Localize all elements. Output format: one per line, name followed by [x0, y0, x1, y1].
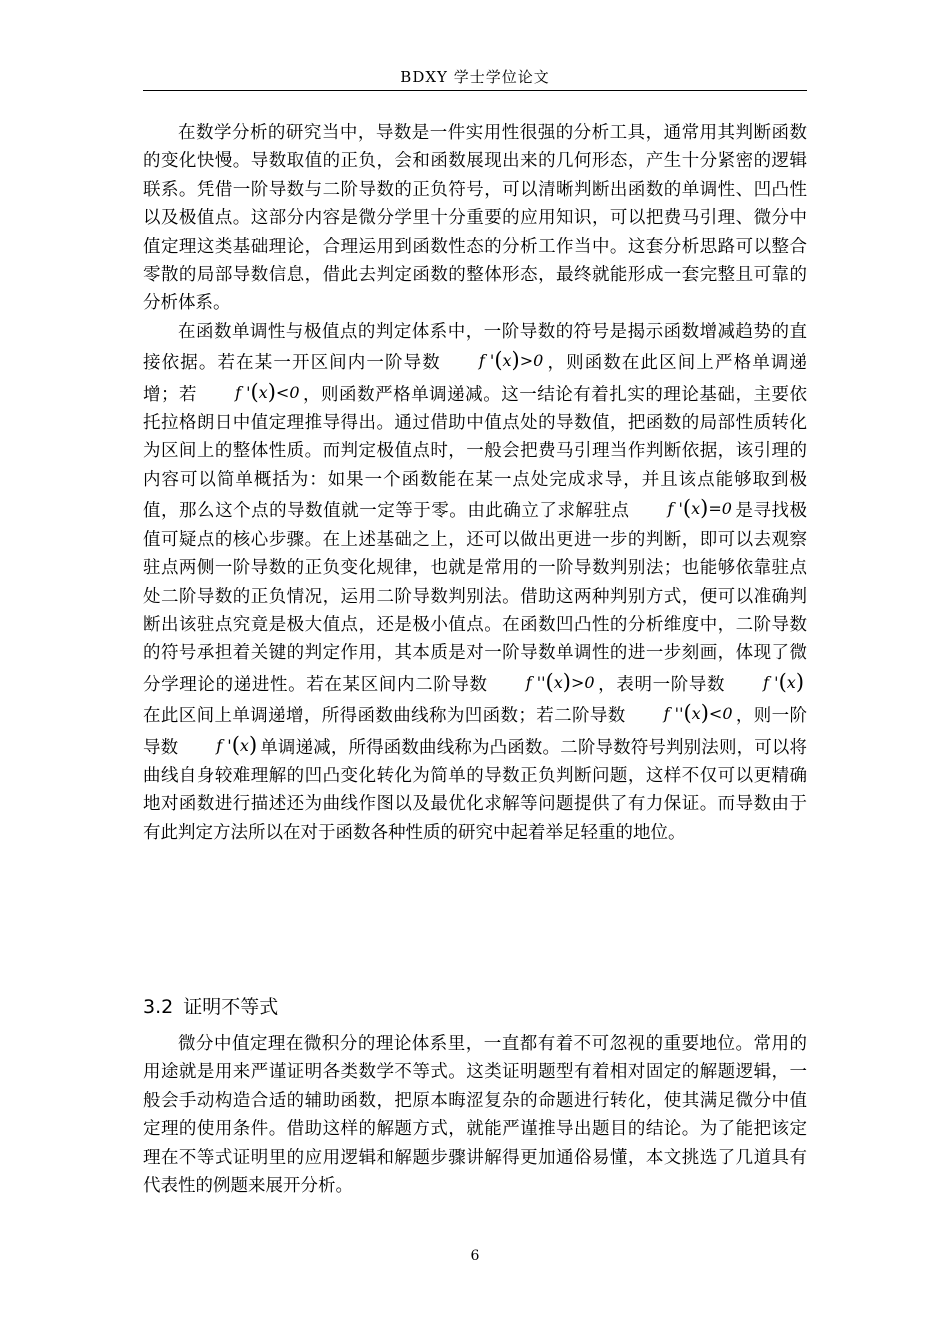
- math-first-derivative: [725, 668, 807, 697]
- math-symbol: x: [553, 672, 563, 692]
- math-symbol: x: [239, 735, 249, 755]
- math-symbol: ): [248, 732, 258, 757]
- paragraph-monotonicity-convexity: [143, 318, 807, 847]
- math-symbol: ): [795, 669, 805, 694]
- text-segment: 在此区间上单调递增，所得函数曲线称为凹函数；若二阶导数: [143, 706, 626, 727]
- math-symbol: f ': [763, 672, 779, 692]
- math-symbol: f ': [478, 351, 495, 371]
- math-symbol: ): [511, 348, 520, 373]
- math-symbol: f '': [525, 672, 546, 692]
- section-number: 3.2: [143, 996, 174, 1018]
- math-symbol: x: [691, 704, 701, 724]
- math-symbol: x: [502, 351, 512, 371]
- body-text-block-2: [143, 1030, 807, 1200]
- section-heading: [143, 992, 278, 1019]
- math-first-derivative-positive: [441, 346, 546, 375]
- math-symbol: (: [778, 669, 787, 694]
- math-symbol: f ': [216, 735, 232, 755]
- math-symbol: <0: [275, 382, 300, 402]
- math-symbol: (: [545, 669, 554, 694]
- math-symbol: (: [250, 379, 259, 404]
- page-header: BDXY 学士学位论文: [400, 68, 550, 86]
- math-symbol: ): [267, 379, 276, 404]
- paragraph-inequality-proof: 微分中值定理在微积分的理论体系里，一直都有着不可忽视的重要地位。常用的用途就是用来严谨证明各类数学不等式。这类证明题型有着相对固定的解题逻辑，一般会手动构造合适的辅助函数，把原本晦涩复杂的命题进行转化，使其满足微分中值定理的使用条件。借助这样的解题方式，就能严谨推导出题目的结论。为了能把该定理在不等式证明里的应用逻辑和解题步骤讲解得更加通俗易懂，本文挑选了几道具有代表性的例题来展开分析。: [143, 1034, 807, 1197]
- math-symbol: <0: [708, 704, 733, 724]
- math-symbol: ): [700, 496, 709, 521]
- math-second-derivative-negative: [626, 699, 736, 728]
- math-symbol: >0: [570, 672, 595, 692]
- text-segment: ，则一阶导数: [143, 706, 808, 758]
- math-stationary-point: [630, 494, 735, 523]
- math-symbol: x: [691, 499, 701, 519]
- math-symbol: (: [231, 732, 240, 757]
- math-second-derivative-positive: [488, 668, 598, 697]
- math-first-derivative: [178, 731, 260, 760]
- text-segment: 是寻找极值可疑点的核心步骤。在上述基础之上，还可以做出更进一步的判断，即可以去观察驻点两侧一阶导数的正负变化规律，也就是常用的一阶导数判别法；也能够依靠驻点处二阶导数的正负情况，运用二阶导数判别法。借助这两种判别方式，便可以准确判断出该驻点究竟是极大值点，还是极小值点。在函数凹凸性的分析维度中，二阶导数的符号承担着关键的判定作用，其本质是对一阶导数单调性的进一步刻画，体现了微分学理论的递进性。若在某区间内二阶导数: [143, 501, 808, 695]
- header-rule: [143, 90, 807, 91]
- math-symbol: ): [562, 669, 571, 694]
- paragraph-derivative-intro: 在数学分析的研究当中，导数是一件实用性很强的分析工具，通常用其判断函数的变化快慢。导数取值的正负，会和函数展现出来的几何形态，产生十分紧密的逻辑联系。凭借一阶导数与二阶导数的正负符号，可以清晰判断出函数的单调性、凹凸性以及极值点。这部分内容是微分学里十分重要的应用知识，可以把费马引理、微分中值定理这类基础理论，合理运用到函数性态的分析工作当中。这套分析思路可以整合零散的局部导数信息，借此去判定函数的整体形态，最终就能形成一套完整且可靠的分析体系。: [143, 123, 807, 314]
- math-first-derivative-negative: [197, 378, 302, 407]
- text-segment: 在函数单调性与极值点的判定体系中，一阶导数的符号是揭示函数增减趋势的直接依据。若在某一开区间内一阶导数: [143, 321, 807, 374]
- math-symbol: f ': [235, 382, 251, 402]
- math-symbol: =0: [708, 499, 732, 519]
- math-symbol: x: [258, 382, 268, 402]
- math-symbol: (: [682, 496, 692, 521]
- math-symbol: >0: [519, 351, 544, 371]
- math-symbol: (: [683, 701, 692, 726]
- math-symbol: ): [700, 701, 709, 726]
- section-title: 证明不等式: [183, 996, 279, 1018]
- text-segment: ，则函数严格单调递减。这一结论有着扎实的理论基础，主要依托拉格朗日中值定理推导得出。通过借助中值点处的导数值，把函数的局部性质转化为区间上的整体性质。而判定极值点时，一般会把费马引理当作判断依据，该引理的内容可以简单概括为：如果一个函数能在某一点处完成求导，并且该点能够取到极值，那么这个点的导数值就一定等于零。由此确立了求解驻点: [143, 384, 808, 522]
- body-text-block-1: [143, 119, 807, 847]
- text-segment: ，则函数在此区间上严格单调递增；若: [143, 353, 808, 405]
- text-segment: ，表明一阶导数: [597, 674, 726, 695]
- math-symbol: x: [786, 672, 796, 692]
- math-symbol: (: [494, 348, 503, 373]
- page-number: 6: [470, 1248, 480, 1264]
- text-segment: 单调递减，所得函数曲线称为凸函数。二阶导数符号判别法则，可以将曲线自身较难理解的凹凸变化转化为简单的导数正负判断问题，这样不仅可以更精确地对函数进行描述还为曲线作图以及最优化求解等问题提供了有力保证。而导数由于有此判定方法所以在对于函数各种性质的研究中起着举足轻重的地位。: [143, 737, 808, 843]
- math-symbol: f '': [663, 704, 684, 724]
- math-symbol: f ': [667, 499, 683, 519]
